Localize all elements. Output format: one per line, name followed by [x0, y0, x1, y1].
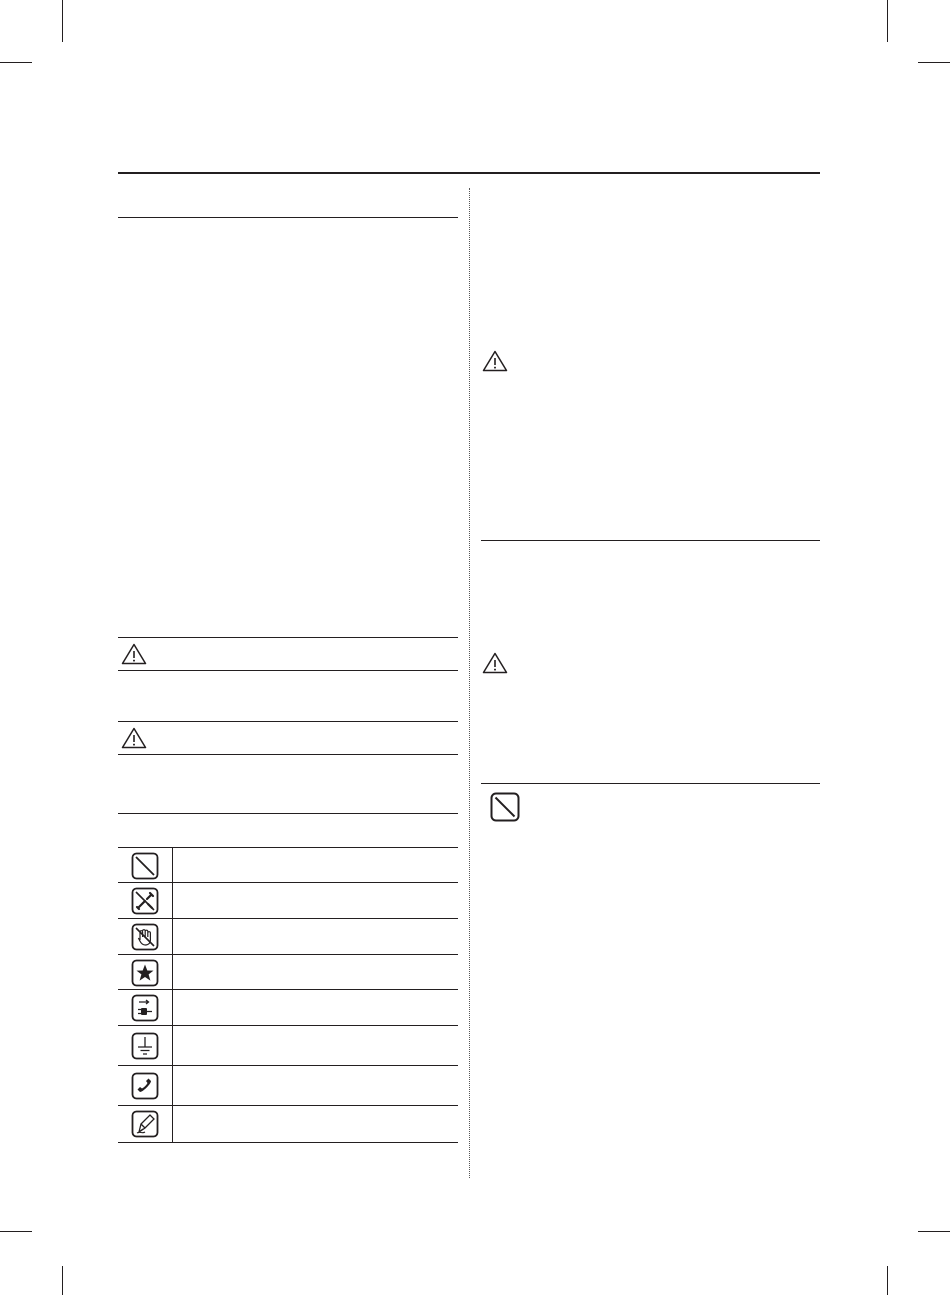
prohibited-icon — [131, 852, 159, 880]
symbol-row — [118, 989, 458, 1026]
symbol-row — [118, 954, 458, 990]
right-section-rule — [481, 540, 820, 541]
symbol-row — [118, 1025, 458, 1066]
symbol-row — [118, 882, 458, 919]
follow-directions-icon — [131, 959, 159, 987]
crop-mark-top-right-vertical — [887, 0, 888, 42]
symbol-cell — [118, 1026, 173, 1066]
do-not-disassemble-icon — [131, 887, 159, 915]
symbol-cell — [118, 955, 173, 990]
crop-mark-top-left-vertical — [62, 0, 63, 42]
right-prohibited-rule — [481, 783, 820, 784]
symbol-row — [118, 1065, 458, 1106]
symbol-cell — [118, 1066, 173, 1106]
symbol-cell — [118, 990, 173, 1026]
symbol-cell — [118, 1106, 173, 1142]
crop-mark-bottom-left-vertical — [62, 1266, 63, 1295]
symbol-cell — [118, 848, 173, 883]
ground-icon — [131, 1032, 159, 1060]
symbol-row — [118, 1105, 458, 1143]
symbol-row — [118, 847, 458, 883]
warning-icon — [482, 652, 508, 674]
column-divider — [469, 188, 470, 1178]
symbol-cell — [118, 883, 173, 919]
crop-mark-top-right-horizontal — [918, 62, 950, 63]
header-rule — [118, 172, 820, 174]
do-not-touch-icon — [131, 923, 159, 951]
warning-icon — [121, 727, 147, 749]
crop-mark-bottom-left-horizontal — [0, 1231, 32, 1232]
note-icon — [131, 1110, 159, 1138]
warning-1-top-rule — [118, 637, 458, 638]
warning-1-bottom-rule — [118, 670, 458, 671]
crop-mark-bottom-right-horizontal — [918, 1231, 950, 1232]
crop-mark-bottom-right-vertical — [887, 1266, 888, 1295]
warning-icon — [482, 350, 508, 372]
left-section-rule — [118, 217, 458, 218]
warning-icon — [121, 643, 147, 665]
symbols-section-rule — [118, 813, 458, 814]
warning-2-bottom-rule — [118, 754, 458, 755]
prohibited-icon — [490, 792, 520, 822]
symbol-cell — [118, 919, 173, 955]
unplug-icon — [131, 994, 159, 1022]
symbol-row — [118, 918, 458, 955]
crop-mark-top-left-horizontal — [0, 62, 32, 63]
warning-2-top-rule — [118, 721, 458, 722]
contact-service-icon — [131, 1072, 159, 1100]
